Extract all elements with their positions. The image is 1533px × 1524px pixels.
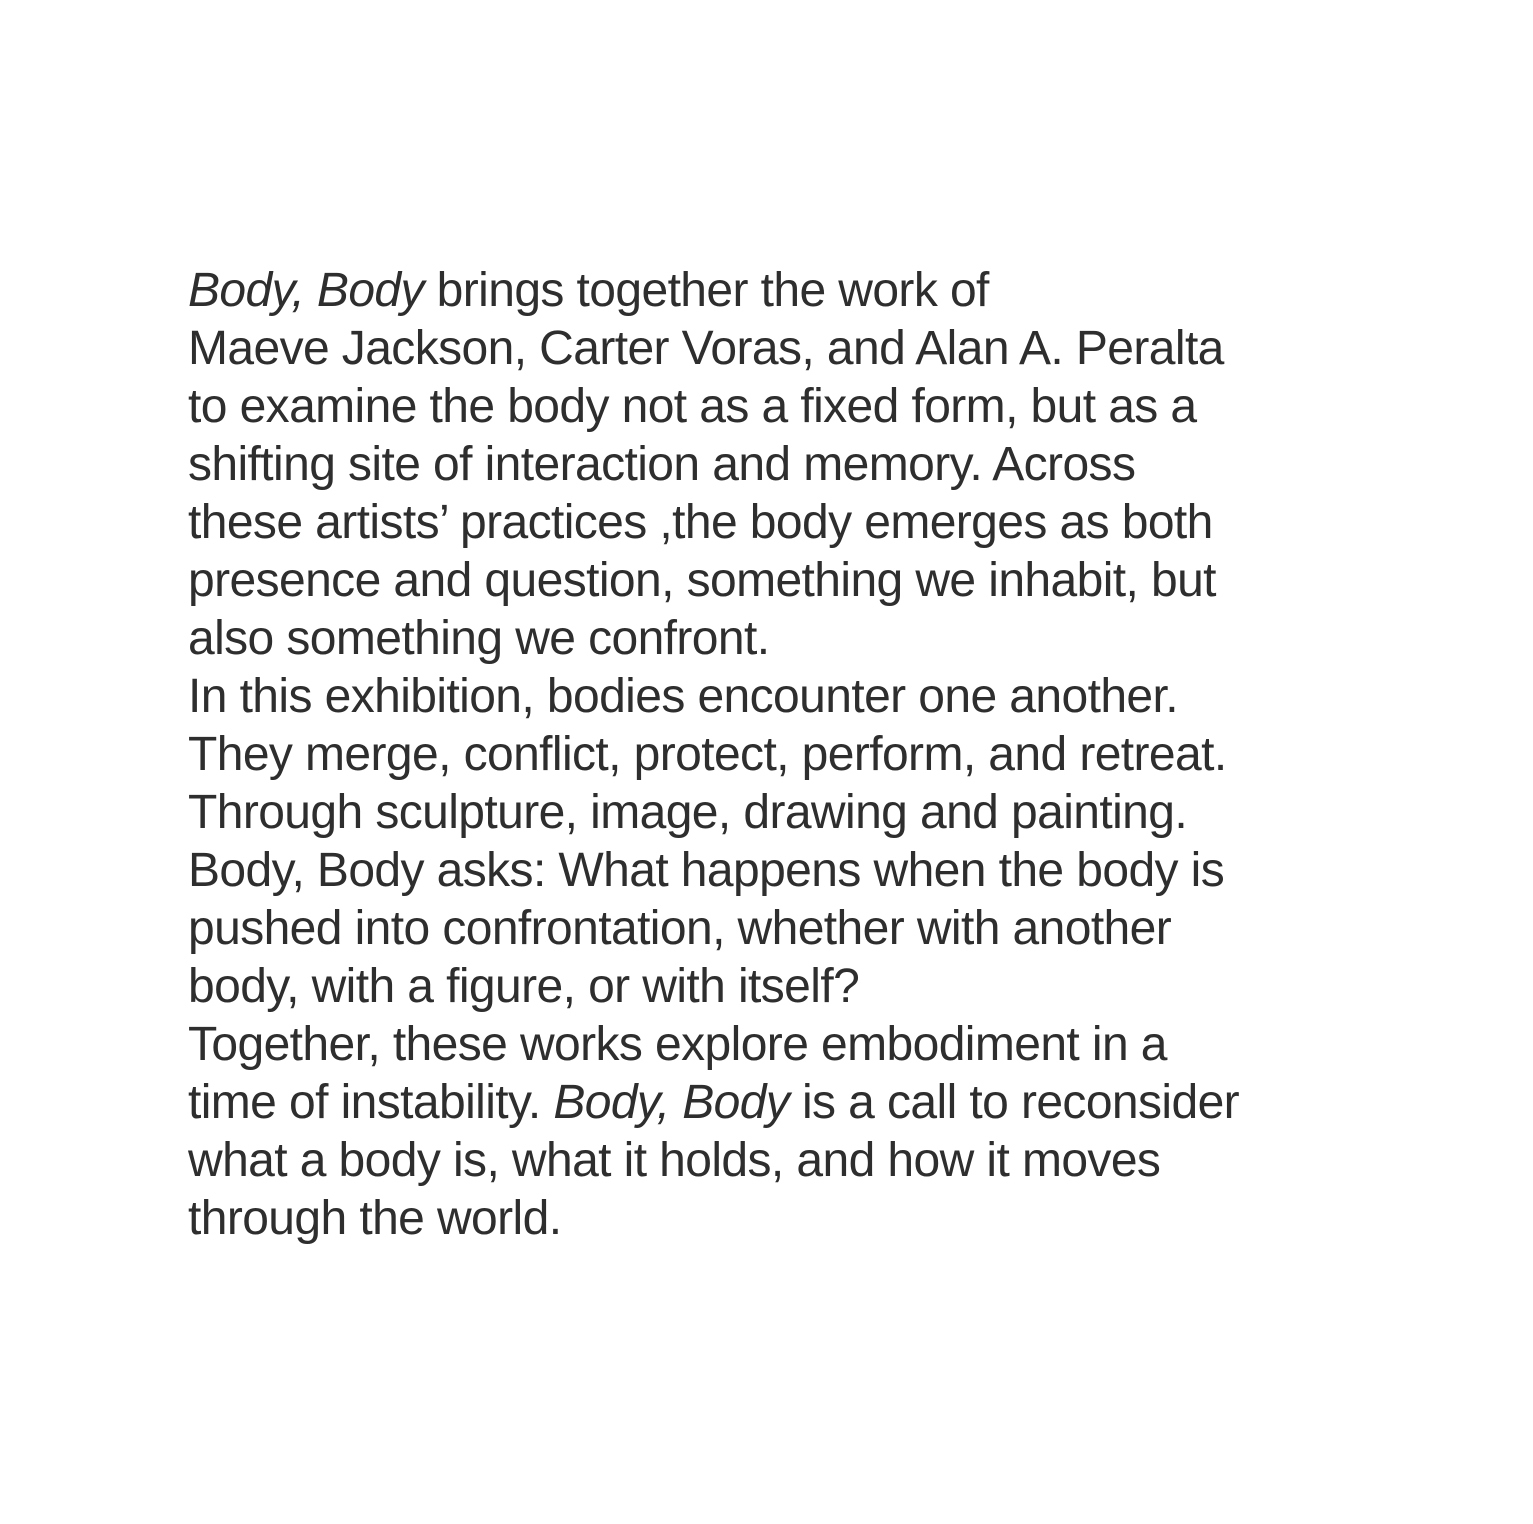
statement-text: brings together the work of bbox=[423, 264, 989, 317]
statement-line: body, with a figure, or with itself? bbox=[188, 960, 860, 1013]
exhibition-title: Body, Body bbox=[188, 264, 424, 317]
exhibition-title: Body, Body bbox=[553, 1076, 790, 1129]
statement-text: is a call to reconsider bbox=[789, 1076, 1240, 1129]
statement-line: what a body is, what it holds, and how it moves bbox=[188, 1134, 1161, 1187]
statement-line: to examine the body not as a fixed form, but as a bbox=[188, 380, 1197, 433]
statement-line: Body, Body asks: What happens when the body is bbox=[188, 844, 1225, 897]
statement-line: Maeve Jackson, Carter Voras, and Alan A. Peralta bbox=[188, 322, 1224, 375]
statement-line: pushed into confrontation, whether with another bbox=[188, 902, 1172, 955]
statement-text: time of instability. bbox=[188, 1076, 554, 1129]
statement-line: Through sculpture, image, drawing and painting. bbox=[188, 786, 1188, 839]
statement-line: presence and question, something we inhabit, but bbox=[188, 554, 1216, 607]
statement-line: also something we confront. bbox=[188, 612, 770, 665]
statement-line: In this exhibition, bodies encounter one another. bbox=[188, 670, 1178, 723]
statement-line bbox=[188, 262, 1348, 320]
statement-line: shifting site of interaction and memory. Across bbox=[188, 438, 1136, 491]
statement-line bbox=[188, 1074, 1348, 1132]
exhibition-statement bbox=[188, 262, 1348, 1248]
statement-line: these artists’ practices ,the body emerges as both bbox=[188, 496, 1213, 549]
statement-line: through the world. bbox=[188, 1192, 562, 1245]
statement-line: Together, these works explore embodiment in a bbox=[188, 1018, 1167, 1071]
statement-line: They merge, conflict, protect, perform, and retreat. bbox=[188, 728, 1227, 781]
